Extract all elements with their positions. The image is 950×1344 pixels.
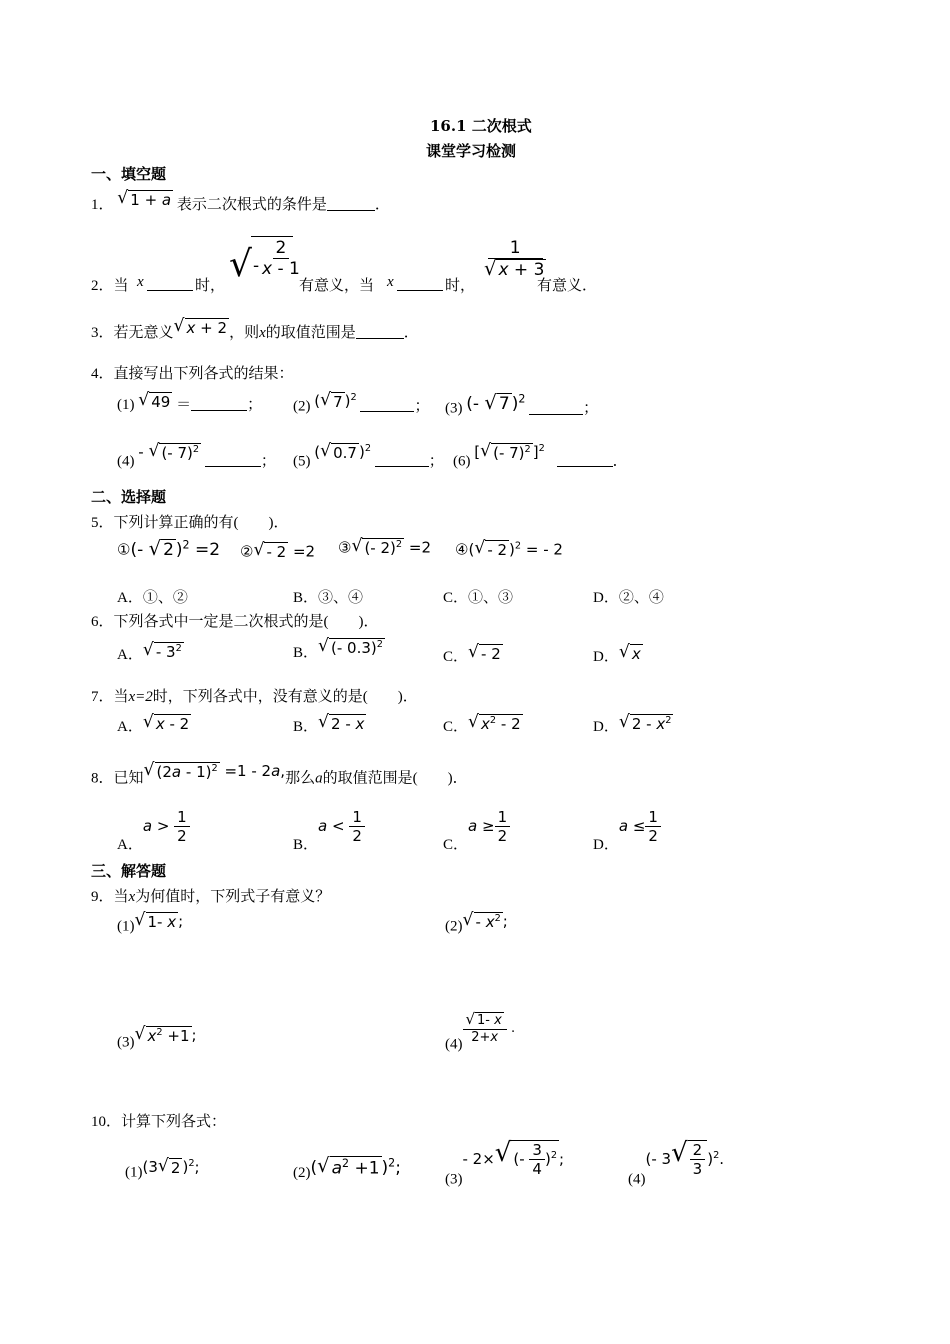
item-number: (4) bbox=[117, 453, 135, 470]
item-number: (3) bbox=[445, 1171, 463, 1188]
section-heading-answer: 三、解答题 bbox=[91, 862, 167, 880]
q8-option-b[interactable]: B．a < $\frac{1}{2}$ bbox=[293, 808, 365, 854]
item-number: (4) bbox=[628, 1171, 646, 1188]
q5-option-d[interactable]: D．②、④ bbox=[593, 590, 664, 606]
question-number: 8．已知 bbox=[91, 770, 144, 787]
q10-item-4: (4)(- 3 √ $\frac{2}{3}$ )$^2$. bbox=[628, 1138, 725, 1188]
circle-number: ② bbox=[240, 544, 254, 561]
question-text: 那么 bbox=[285, 770, 316, 787]
item-number: (5) bbox=[293, 453, 311, 470]
q7-option-d[interactable]: D． √ $2 - x^2$ bbox=[593, 712, 672, 735]
answer-blank[interactable] bbox=[375, 452, 429, 467]
answer-blank[interactable] bbox=[147, 276, 193, 291]
page-title: 16.1 二次根式 bbox=[430, 117, 532, 135]
q10-item-2: (2)( √ $a^2 +1$ )$^2$; bbox=[293, 1154, 401, 1181]
variable-a: a bbox=[315, 770, 323, 787]
q6-option-d[interactable]: D． √ x bbox=[593, 642, 641, 665]
given-equation: √ (2a - 1)$^2$ =1 - 2a, bbox=[143, 760, 286, 781]
question-text: 时， bbox=[445, 278, 476, 294]
answer-blank[interactable] bbox=[356, 324, 404, 339]
q9-item-3: (3) √ $x^2 +1$ ; bbox=[117, 1024, 197, 1051]
answer-blank[interactable] bbox=[205, 452, 261, 467]
question-2: 2．当 x 时， √ - $\frac{2}{x - 1}$ 有意义，当 x 时， 1 √ x + 3 有意义． bbox=[91, 238, 598, 294]
question-text: 的取值范围是 bbox=[265, 325, 356, 341]
item-number: (2) bbox=[293, 398, 311, 415]
item-number: (3) bbox=[117, 1034, 135, 1051]
variable-x: x bbox=[128, 889, 136, 905]
item-number: (1) bbox=[117, 397, 135, 413]
question-text: 表示二次根式的条件是 bbox=[176, 197, 327, 213]
reciprocal-sqrt-expression: 1 √ x + 3 bbox=[484, 238, 545, 281]
question-text: 有意义． bbox=[537, 278, 598, 294]
expression: - √ (- 7)$^2$ bbox=[138, 441, 200, 462]
option-label: C． bbox=[443, 649, 469, 665]
question-text: 有意义，当 bbox=[299, 278, 375, 294]
option-label: C． bbox=[443, 719, 469, 735]
q9-item-1: (1) √ 1- x ; bbox=[117, 910, 184, 935]
q6-option-b[interactable]: B． √ (- 0.3)$^2$ bbox=[293, 636, 383, 661]
condition: x=2 bbox=[128, 689, 153, 705]
q10-item-3: (3)- 2× √ (- $\frac{3}{4}$ )$^2$ ; bbox=[445, 1138, 565, 1188]
question-text: 时，下列各式中，没有意义的是( )． bbox=[152, 689, 418, 705]
circle-number: ① bbox=[117, 542, 131, 559]
q4-item-3: (3) (- √ 7 )$^2$ ； bbox=[445, 390, 599, 417]
expression: ( √ 7 )$^2$ bbox=[314, 390, 357, 411]
option-label: D． bbox=[593, 649, 619, 665]
question-10: 10．计算下列各式： bbox=[91, 1114, 227, 1130]
q5-expression-4: ④( √ - 2 )$^2$ = - 2 bbox=[455, 538, 563, 559]
question-5: 5．下列计算正确的有( )． bbox=[91, 515, 289, 531]
question-9 bbox=[91, 885, 330, 906]
circle-number: ③ bbox=[338, 540, 352, 557]
option-label: C． bbox=[443, 837, 469, 853]
sqrt-49: √ 49 bbox=[138, 390, 171, 411]
question-text: 时， bbox=[195, 278, 226, 294]
option-label: A． bbox=[117, 837, 143, 853]
expression: (- √ 7 )$^2$ bbox=[466, 390, 526, 414]
q7-option-a[interactable]: A． √ x - 2 bbox=[117, 712, 190, 735]
q4-item-6: (6) [ √ (- 7)$^2$ ]$^2$ ． bbox=[453, 441, 628, 470]
answer-blank[interactable] bbox=[360, 397, 414, 412]
item-number: (1) bbox=[125, 1164, 143, 1181]
item-number: (1) bbox=[117, 918, 135, 935]
q5-option-a[interactable]: A．①、② bbox=[117, 590, 188, 606]
q4-item-2: (2) ( √ 7 )$^2$ ； bbox=[293, 390, 430, 415]
punctuation: ． bbox=[374, 197, 390, 213]
answer-blank[interactable] bbox=[327, 196, 375, 211]
expression: ( √ 0.7 )$^2$ bbox=[314, 441, 372, 462]
option-label: D． bbox=[593, 837, 619, 853]
q5-expression-3: ③ √ (- 2)$^2$ =2 bbox=[338, 536, 431, 557]
sqrt-expression: √ 1 + a bbox=[117, 188, 172, 209]
q7-option-c[interactable]: C． √ $x^2 - 2$ bbox=[443, 712, 521, 735]
question-number: 2．当 bbox=[91, 278, 129, 294]
option-label: B． bbox=[293, 645, 319, 661]
answer-blank[interactable] bbox=[557, 452, 613, 467]
question-3 bbox=[91, 318, 419, 342]
q9-item-4: (4) √ 1- x 2+x . bbox=[445, 1010, 516, 1053]
item-number: (4) bbox=[445, 1036, 463, 1053]
question-text: 的取值范围是( )． bbox=[322, 770, 468, 787]
punctuation: ． bbox=[403, 325, 419, 341]
question-6: 6．下列各式中一定是二次根式的是( )． bbox=[91, 614, 379, 630]
question-8 bbox=[91, 762, 468, 787]
question-number: 9．当 bbox=[91, 889, 129, 905]
q10-item-1: (1)(3 √ 2 )$^2$; bbox=[125, 1156, 200, 1181]
page-subtitle: 课堂学习检测 bbox=[426, 142, 517, 160]
expression: [ √ (- 7)$^2$ ]$^2$ bbox=[474, 441, 545, 462]
q4-item-5: (5) ( √ 0.7 )$^2$ ； bbox=[293, 441, 444, 470]
question-number: 7．当 bbox=[91, 689, 129, 705]
q4-item-1: (1) √ 49 ＝ ； bbox=[117, 390, 263, 413]
item-number: (2) bbox=[445, 918, 463, 935]
section-heading-fill: 一、填空题 bbox=[91, 165, 167, 183]
option-label: B． bbox=[293, 719, 319, 735]
question-number: 1． bbox=[91, 197, 114, 213]
section-heading-choice: 二、选择题 bbox=[91, 488, 167, 506]
q4-item-4: (4) - √ (- 7)$^2$ ； bbox=[117, 441, 276, 470]
q5-expression-1: ①(- √ 2 )$^2$ =2 bbox=[117, 536, 221, 560]
q8-option-a[interactable]: A．a > $\frac{1}{2}$ bbox=[117, 808, 190, 854]
item-number: (6) bbox=[453, 453, 471, 470]
q9-item-2: (2) √ - $x^2$ ; bbox=[445, 910, 508, 935]
q8-option-c[interactable]: C．a ≥ $\frac{1}{2}$ bbox=[443, 808, 510, 854]
variable-x: x bbox=[259, 325, 266, 341]
option-label: B． bbox=[293, 837, 319, 853]
question-number: 3．若无意义 bbox=[91, 325, 174, 341]
variable-x: x bbox=[387, 274, 394, 290]
option-label: A． bbox=[117, 647, 143, 663]
q8-option-d[interactable]: D．a ≤ $\frac{1}{2}$ bbox=[593, 808, 661, 854]
question-text: 为何值时，下列式子有意义？ bbox=[135, 889, 331, 905]
question-text: ，则 bbox=[229, 325, 260, 341]
q7-option-b[interactable]: B． √ 2 - x bbox=[293, 712, 365, 735]
option-label: D． bbox=[593, 719, 619, 735]
answer-blank[interactable] bbox=[529, 400, 583, 415]
circle-number: ④ bbox=[455, 542, 469, 559]
answer-blank[interactable] bbox=[397, 276, 443, 291]
q5-option-c[interactable]: C．①、③ bbox=[443, 590, 514, 606]
q6-option-c[interactable]: C． √ - 2 bbox=[443, 642, 501, 665]
q5-option-b[interactable]: B．③、④ bbox=[293, 590, 364, 606]
q6-option-a[interactable]: A． √ - $3^2$ bbox=[117, 640, 182, 663]
question-1 bbox=[91, 190, 390, 214]
equals-sign: ＝ bbox=[176, 397, 192, 413]
question-4: 4．直接写出下列各式的结果： bbox=[91, 366, 294, 382]
question-7 bbox=[91, 685, 418, 706]
answer-blank[interactable] bbox=[191, 396, 247, 411]
sqrt-expression: √ x + 2 bbox=[173, 316, 228, 337]
q5-expression-2: ② √ - 2 =2 bbox=[240, 540, 316, 561]
option-label: A． bbox=[117, 719, 143, 735]
variable-x: x bbox=[137, 274, 144, 290]
item-number: (2) bbox=[293, 1164, 311, 1181]
item-number: (3) bbox=[445, 400, 463, 417]
